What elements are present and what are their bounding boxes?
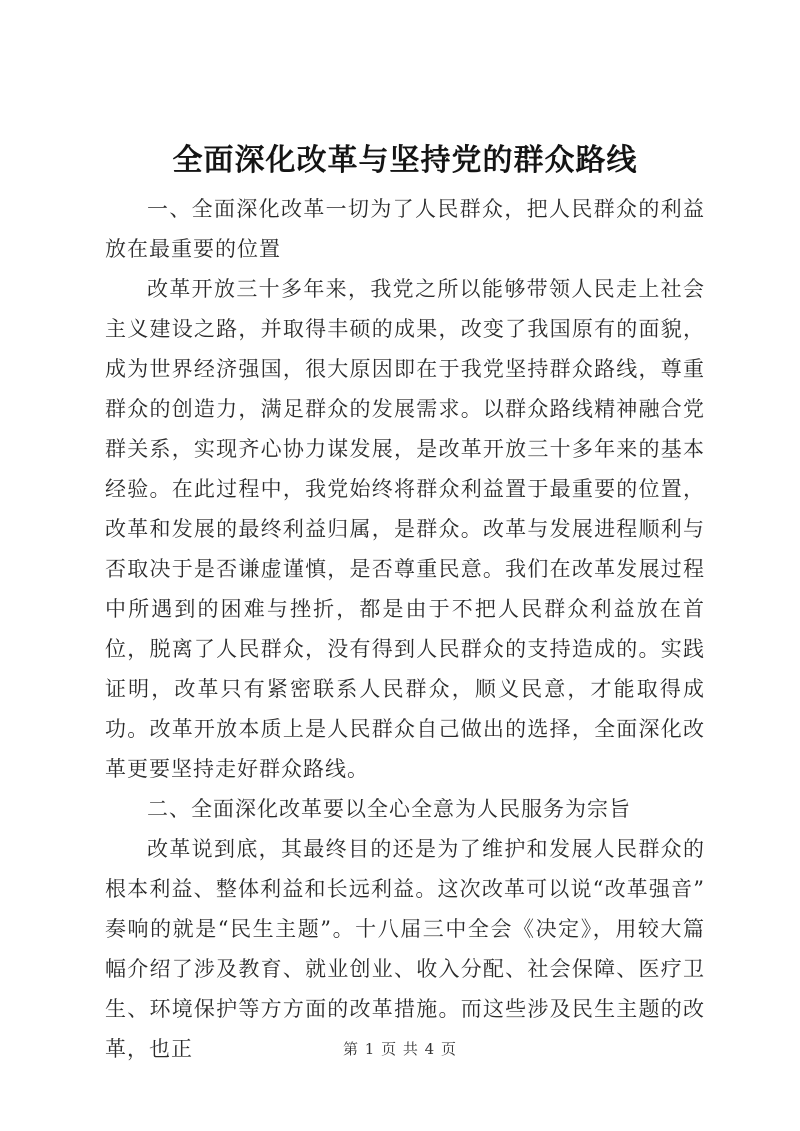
page-number-footer: 第 1 页 共 4 页 [343,1040,457,1058]
section-heading-2: 二、全面深化改革要以全心全意为人民服务为宗旨 [147,797,631,821]
body-paragraph-2: 改革说到底，其最终目的还是为了维护和发展人民群众的根本利益、整体利益和长远利益。这次改革可以说“改革强音”奏响的就是“民生主题”。十八届三中全会《决定》，用较大篇幅介绍了涉及教育、就业创业、收入分配、社会保障、医疗卫生、环境保护等方方面的改革措施。而这些涉及民生主题的改革，也正 [105,837,705,1061]
section-heading-1: 一、全面深化改革一切为了人民群众，把人民群众的利益放在最重要的位置 [105,197,705,261]
document-content [105,138,705,1069]
document-title: 全面深化改革与坚持党的群众路线 [172,143,638,178]
body-paragraph-1: 改革开放三十多年来，我党之所以能够带领人民走上社会主义建设之路，并取得丰硕的成果，改变了我国原有的面貌，成为世界经济强国，很大原因即在于我党坚持群众路线，尊重群众的创造力，满足群众的发展需求。以群众路线精神融合党群关系，实现齐心协力谋发展，是改革开放三十多年来的基本经验。在此过程中，我党始终将群众利益置于最重要的位置，改革和发展的最终利益归属，是群众。改革与发展进程顺利与否取决于是否谦虚谨慎，是否尊重民意。我们在改革发展过程中所遇到的困难与挫折，都是由于不把人民群众利益放在首位，脱离了人民群众，没有得到人民群众的支持造成的。实践证明，改革只有紧密联系人民群众，顺义民意，才能取得成功。改革开放本质上是人民群众自己做出的选择，全面深化改革更要坚持走好群众路线。 [105,277,705,781]
